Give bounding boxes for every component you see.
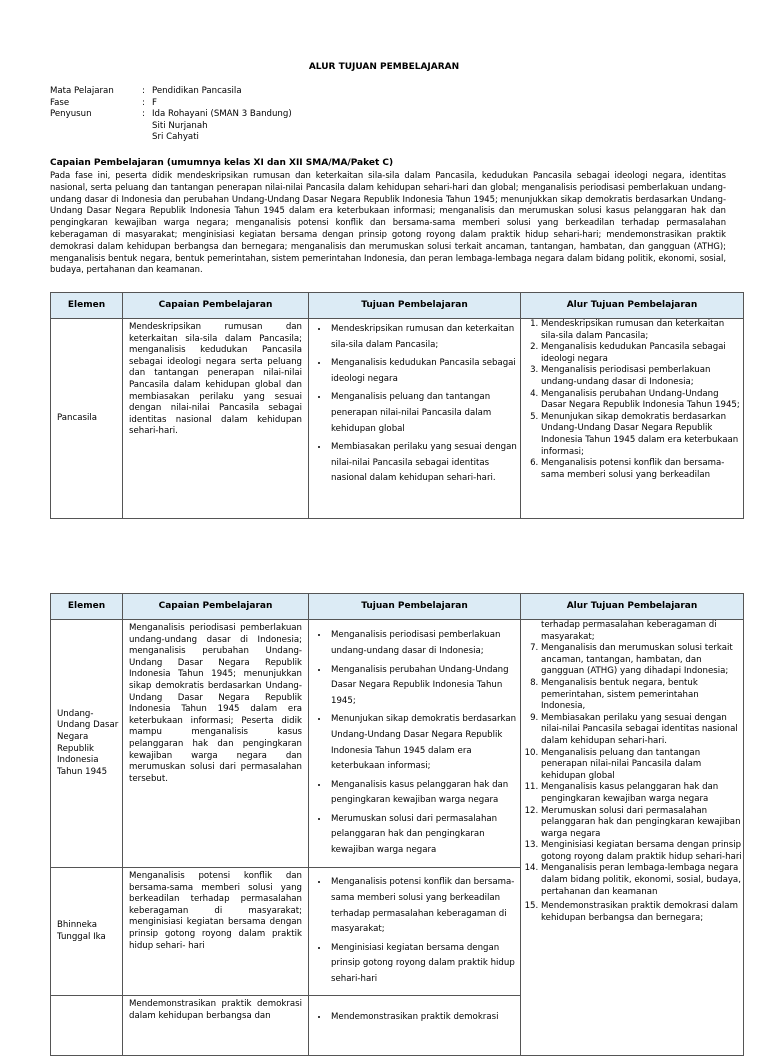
meta-colon: : (142, 97, 145, 108)
document-meta (50, 86, 292, 144)
element-cell: Pancasila (51, 319, 123, 519)
meta-label: Mata Pelajaran (50, 86, 114, 96)
header-elemen: Elemen (51, 594, 123, 620)
cp-cell: Mendeskripsikan rumusan dan keterkaitan sila-sila dalam Pancasila; menganalisis kedudukan Pancasila sebagai ideologi negara serta peluang dan tantangan penerapan nilai-nilai Pancasila dalam kehidupan global dan membiasakan perilaku yang sesuai dengan nilai-nilai Pancasila sebagai identitas nasional dalam kehidupan sehari-hari. (123, 319, 309, 519)
header-alur: Alur Tujuan Pembelajaran (521, 594, 744, 620)
atp-item: 7. Menganalisis dan merumuskan solusi terkait ancaman, tantangan, hambatan, dan gangguan (ATHG) yang dihadapi Indonesia; (541, 643, 743, 678)
tp-item: • Menganalisis perubahan Undang-Undang Dasar Negara Republik Indonesia Tahun 1945; (329, 663, 520, 710)
tp-item: • Mendemonstrasikan praktik demokrasi (329, 1010, 520, 1026)
header-tujuan: Tujuan Pembelajaran (309, 594, 521, 620)
atp-item: 11. Menganalisis kasus pelanggaran hak dan pengingkaran kewajiban warga negara (541, 782, 743, 805)
meta-row-phase (50, 98, 292, 110)
tp-item: • Menganalisis potensi konflik dan bersama-sama memberi solusi yang berkeadilan terhadap permasalahan keberagaman di masyarakat; (329, 875, 520, 937)
atp-table-2 (50, 593, 744, 1056)
table-header-row (51, 293, 744, 319)
tp-item: • Menganalisis kasus pelanggaran hak dan pengingkaran kewajiban warga negara (329, 778, 520, 809)
meta-value: F (152, 97, 157, 108)
atp-item: 10. Menganalisis peluang dan tantangan penerapan nilai-nilai Pancasila dalam kehidupan global (541, 748, 743, 783)
author-name: Siti Nurjanah (152, 120, 208, 131)
atp-item: 5. Menunjukan sikap demokratis berdasarkan Undang-Undang Dasar Negara Republik Indonesia Tahun 1945 dalam era keterbukaan informasi; (541, 412, 743, 458)
atp-item: 15. Mendemonstrasikan praktik demokrasi dalam kehidupan berbangsa dan bernegara; (541, 901, 743, 924)
atp-continuation: terhadap permasalahan keberagaman di masyarakat; (541, 620, 717, 642)
tp-cell (309, 868, 521, 996)
element-cell (51, 996, 123, 1056)
tp-item: • Menganalisis kedudukan Pancasila sebagai ideologi negara (329, 356, 520, 387)
element-cell: Bhinneka Tunggal Ika (51, 868, 123, 996)
meta-label: Fase (50, 97, 70, 108)
meta-value: Pendidikan Pancasila (152, 86, 242, 96)
atp-item: 14. Menganalisis peran lembaga-lembaga negara dalam bidang politik, ekonomi, sosial, budaya, pertahanan dan keamanan (541, 863, 743, 898)
tp-cell (309, 319, 521, 519)
capaian-heading: Capaian Pembelajaran (umumnya kelas XI dan XII SMA/MA/Paket C) (50, 158, 394, 168)
meta-colon: : (142, 86, 145, 96)
atp-item: 1. Mendeskripsikan rumusan dan keterkaitan sila-sila dalam Pancasila; (541, 319, 743, 342)
table-row (51, 319, 744, 519)
tp-item: • Menginisiasi kegiatan bersama dengan prinsip gotong royong dalam praktik hidup sehari-hari (329, 941, 520, 988)
atp-cell (521, 620, 744, 1056)
atp-table-1 (50, 292, 744, 519)
meta-row-author (50, 109, 292, 144)
atp-item: 12. Merumuskan solusi dari permasalahan pelanggaran hak dan pengingkaran kewajiban warga negara (541, 806, 743, 841)
atp-item: 8. Menganalisis bentuk negara, bentuk pemerintahan, sistem pemerintahan Indonesia, (541, 678, 743, 713)
tp-item: • Membiasakan perilaku yang sesuai dengan nilai-nilai Pancasila sebagai identitas nasional dalam kehidupan sehari-hari. (329, 440, 520, 487)
atp-item: 13. Menginisiasi kegiatan bersama dengan prinsip gotong royong dalam praktik hidup sehari-hari (541, 840, 743, 863)
tp-cell (309, 996, 521, 1056)
atp-item: 2. Menganalisis kedudukan Pancasila sebagai ideologi negara (541, 342, 743, 365)
header-capaian: Capaian Pembelajaran (123, 293, 309, 319)
element-cell: Undang-Undang Dasar Negara Republik Indonesia Tahun 1945 (51, 620, 123, 868)
author-name: Sri Cahyati (152, 132, 199, 143)
tp-item: • Menunjukan sikap demokratis berdasarkan Undang-Undang Dasar Negara Republik Indonesia Tahun 1945 dalam era keterbukaan informasi; (329, 712, 520, 774)
document-title: ALUR TUJUAN PEMBELAJARAN (308, 62, 460, 72)
cp-cell: Mendemonstrasikan praktik demokrasi dalam kehidupan berbangsa dan (123, 996, 309, 1056)
tp-cell (309, 620, 521, 868)
tp-item: • Menganalisis peluang dan tantangan penerapan nilai-nilai Pancasila dalam kehidupan global (329, 390, 520, 437)
cp-cell: Menganalisis potensi konflik dan bersama-sama memberi solusi yang berkeadilan terhadap permasalahan keberagaman di masyarakat; menginisiasi kegiatan bersama dengan prinsip gotong royong dalam praktik hidup sehari- hari (123, 868, 309, 996)
atp-item: 6. Menganalisis potensi konflik dan bersama-sama memberi solusi yang berkeadilan (541, 458, 743, 481)
atp-item: 9. Membiasakan perilaku yang sesuai dengan nilai-nilai Pancasila sebagai identitas nasional dalam kehidupan sehari-hari. (541, 713, 743, 748)
meta-label: Penyusun (50, 109, 92, 120)
header-alur: Alur Tujuan Pembelajaran (521, 293, 744, 319)
tp-item: • Merumuskan solusi dari permasalahan pelanggaran hak dan pengingkaran kewajiban warga negara (329, 812, 520, 859)
tp-item: • Menganalisis periodisasi pemberlakuan undang-undang dasar di Indonesia; (329, 628, 520, 659)
header-elemen: Elemen (51, 293, 123, 319)
header-capaian: Capaian Pembelajaran (123, 594, 309, 620)
meta-colon: : (142, 109, 145, 120)
tp-item: • Mendeskripsikan rumusan dan keterkaitan sila-sila dalam Pancasila; (329, 322, 520, 353)
author-name: Ida Rohayani (SMAN 3 Bandung) (152, 109, 292, 120)
table-header-row (51, 594, 744, 620)
header-tujuan: Tujuan Pembelajaran (309, 293, 521, 319)
cp-cell: Menganalisis periodisasi pemberlakuan undang-undang dasar di Indonesia; menganalisis perubahan Undang-Undang Dasar Negara Republik Indonesia Tahun 1945; menunjukkan sikap demokratis berdasarkan Undang-Undang Dasar Negara Republik Indonesia Tahun 1945 dalam era keterbukaan informasi; Peserta didik mampu menganalisis kasus pelanggaran hak dan pengingkaran kewajiban warga negara dan merumuskan solusi dari permasalahan tersebut. (123, 620, 309, 868)
meta-row-subject (50, 86, 292, 98)
atp-item: 4. Menganalisis perubahan Undang-Undang Dasar Negara Republik Indonesia Tahun 1945; (541, 389, 743, 412)
capaian-paragraph: Pada fase ini, peserta didik mendeskripsikan rumusan dan keterkaitan sila-sila dalam Pancasila, kedudukan Pancasila sebagai ideologi negara, identitas nasional, serta peluang dan tantangan penerapan nilai-nilai Pancasila dalam kehidupan sehari-hari dan global; menganalisis periodisasi pemberlakuan undang-undang dasar di Indonesia dan perubahan Undang-Undang Dasar Negara Republik Indonesia Tahun 1945; menunjukkan sikap demokratis berdasarkan Undang-Undang Dasar Negara Republik Indonesia Tahun 1945 dalam era keterbukaan informasi; menganalisis dan merumuskan solusi kasus pelanggaran hak dan pengingkaran kewajiban warga negara; menganalisis potensi konflik dan bersama-sama memberi solusi yang berkeadilan terhadap permasalahan keberagaman di masyarakat; menginisiasi kegiatan bersama dengan prinsip gotong royong dalam praktik hidup sehari-hari; mendemonstrasikan praktik demokrasi dalam kehidupan berbangsa dan bernegara; menganalisis dan merumuskan solusi terkait ancaman, tantangan, hambatan, dan gangguan (ATHG); menganalisis bentuk negara, bentuk pemerintahan, sistem pemerintahan Indonesia, dan peran lembaga-lembaga negara dalam bidang politik, ekonomi, sosial, budaya, pertahanan dan keamanan. (50, 170, 726, 275)
table-row (51, 620, 744, 868)
atp-item: 3. Menganalisis periodisasi pemberlakuan undang-undang dasar di Indonesia; (541, 365, 743, 388)
atp-cell (521, 319, 744, 519)
meta-value-authors (152, 109, 292, 144)
